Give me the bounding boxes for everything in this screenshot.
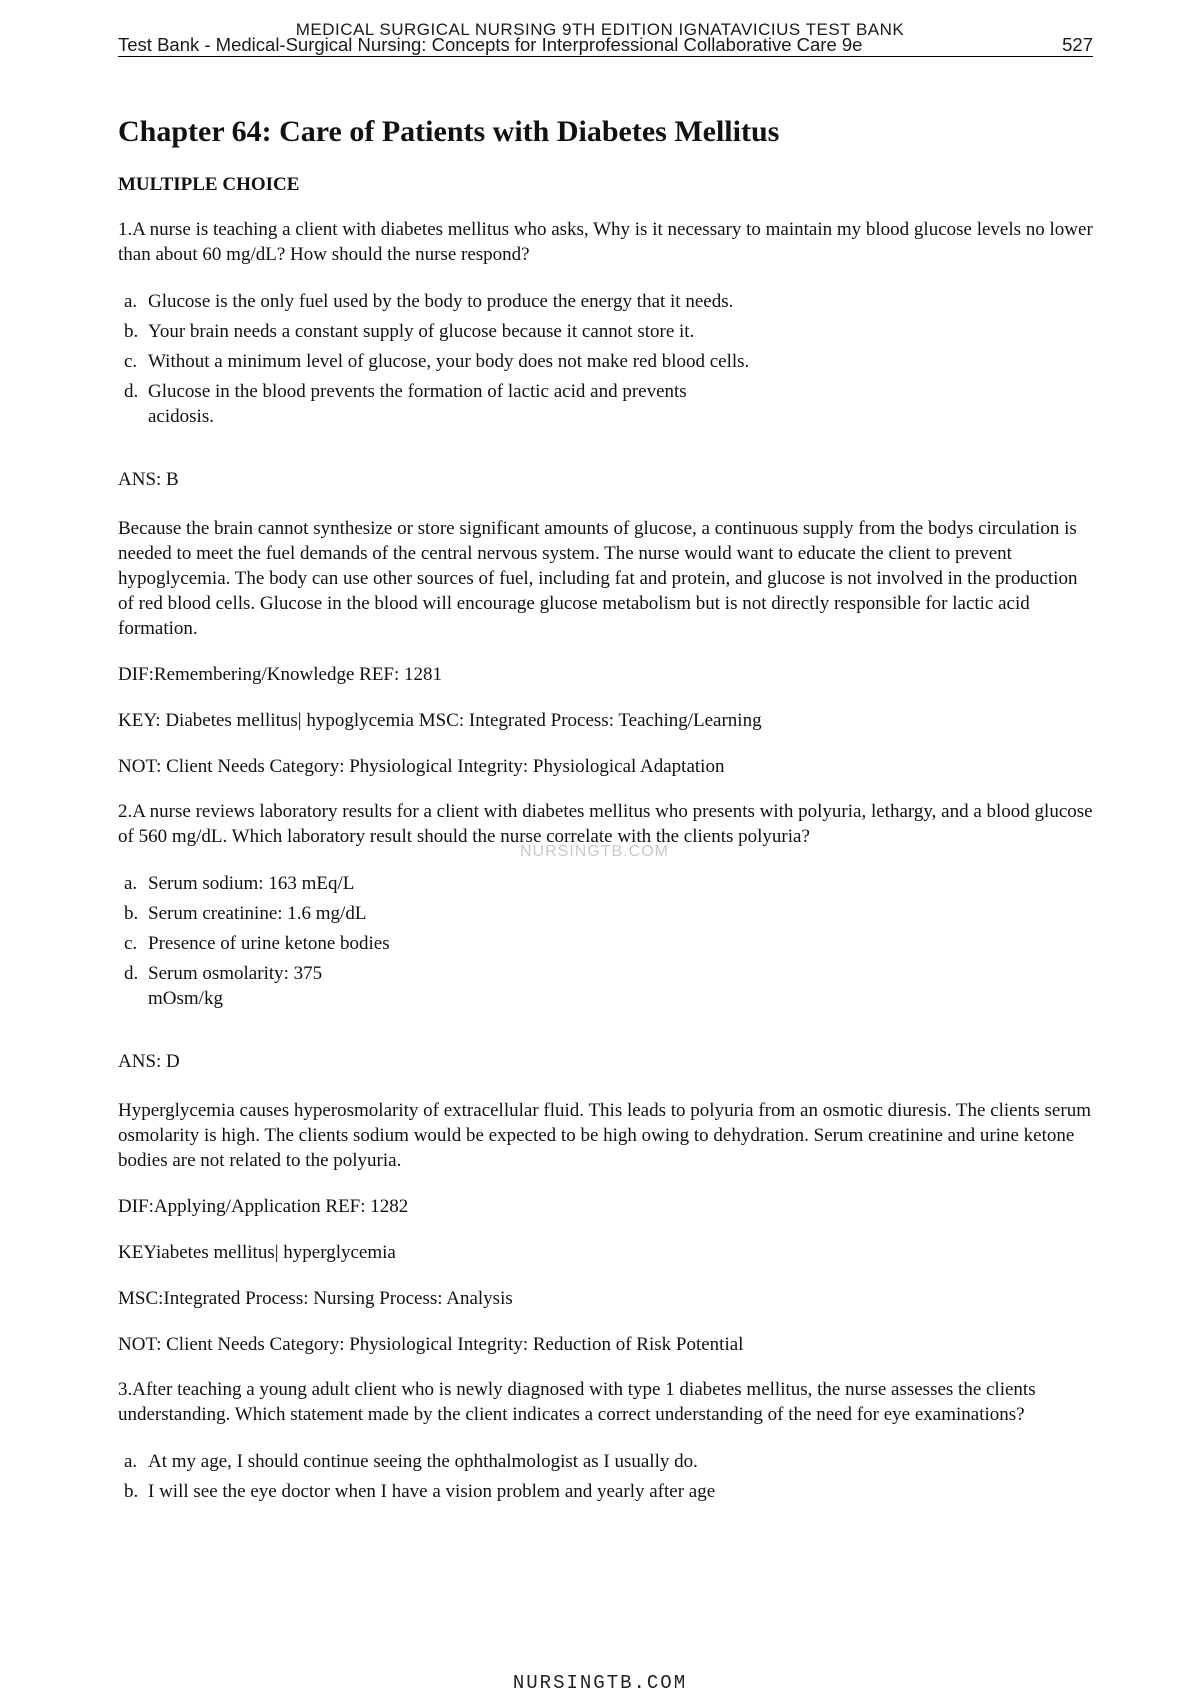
option-letter: a. [124, 1451, 138, 1472]
option-text: Glucose is the only fuel used by the body to produce the energy that it needs. [148, 291, 734, 312]
question-3-stem: 3.After teaching a young adult client who is newly diagnosed with type 1 diabetes mellitus, the nurse assesses the clients understanding. Which statement made by the client indicates a correct understanding of the need for eye examinations? [118, 1379, 1036, 1425]
question-1-not: NOT: Client Needs Category: Physiological Integrity: Physiological Adaptation [118, 756, 725, 777]
chapter-title: Chapter 64: Care of Patients with Diabetes Mellitus [118, 115, 780, 148]
question-2-not: NOT: Client Needs Category: Physiological Integrity: Reduction of Risk Potential [118, 1334, 744, 1355]
option-text: Presence of urine ketone bodies [148, 933, 390, 954]
page-number: 527 [1062, 34, 1093, 55]
question-2-difficulty: DIF:Applying/Application REF: 1282 [118, 1196, 409, 1217]
option-text: At my age, I should continue seeing the ophthalmologist as I usually do. [148, 1451, 698, 1472]
option-letter: d. [124, 963, 139, 984]
option-text: Without a minimum level of glucose, your body does not make red blood cells. [148, 351, 750, 372]
option-letter: b. [124, 1481, 139, 1502]
option-letter: b. [124, 903, 139, 924]
question-2-stem: 2.A nurse reviews laboratory results for a client with diabetes mellitus who presents with polyuria, lethargy, and a blood glucose of 560 mg/dL. Which laboratory result should the nurse correlate with the clients polyuria? [118, 801, 1093, 847]
option-1c [124, 349, 1093, 374]
option-text: Serum creatinine: 1.6 mg/dL [148, 903, 367, 924]
page-content [118, 112, 1093, 1509]
option-letter: b. [124, 321, 139, 342]
question-3-options [118, 1449, 1093, 1504]
option-text: Serum osmolarity: 375 mOsm/kg [148, 963, 323, 1009]
option-text: Your brain needs a constant supply of glucose because it cannot store it. [148, 321, 695, 342]
page-header [118, 34, 1093, 57]
question-2-answer: ANS: D [118, 1051, 180, 1072]
option-1d [124, 379, 1093, 429]
option-letter: c. [124, 351, 138, 372]
question-2-msc: MSC:Integrated Process: Nursing Process: Analysis [118, 1288, 513, 1309]
option-letter: a. [124, 291, 138, 312]
question-2-key: KEYiabetes mellitus| hyperglycemia [118, 1242, 396, 1263]
section-title: MULTIPLE CHOICE [118, 174, 300, 195]
option-2a [124, 871, 1093, 896]
option-letter: c. [124, 933, 138, 954]
option-2d [124, 961, 1093, 1011]
option-text: Glucose in the blood prevents the formation of lactic acid and prevents acidosis. [148, 381, 687, 427]
question-1-stem: 1.A nurse is teaching a client with diabetes mellitus who asks, Why is it necessary to maintain my blood glucose levels no lower than about 60 mg/dL? How should the nurse respond? [118, 219, 1093, 265]
question-2-rationale: Hyperglycemia causes hyperosmolarity of extracellular fluid. This leads to polyuria from an osmotic diuresis. The clients serum osmolarity is high. The clients sodium would be expected to be high owing to dehydration. Serum creatinine and urine ketone bodies are not related to the polyuria. [118, 1100, 1091, 1171]
question-1-rationale: Because the brain cannot synthesize or store significant amounts of glucose, a continuous supply from the bodys circulation is needed to meet the fuel demands of the central nervous system. The nurse would want to educate the client to prevent hypoglycemia. The body can use other sources of fuel, including fat and protein, and glucose is not involved in the production of red blood cells. Glucose in the blood will encourage glucose metabolism but is not directly responsible for lactic acid formation. [118, 518, 1078, 639]
footer-watermark: NURSINGTB.COM [512, 1672, 688, 1694]
option-letter: a. [124, 873, 138, 894]
option-text: Serum sodium: 163 mEq/L [148, 873, 355, 894]
option-letter: d. [124, 381, 139, 402]
question-1-difficulty: DIF:Remembering/Knowledge REF: 1281 [118, 664, 443, 685]
option-2b [124, 901, 1093, 926]
option-2c [124, 931, 1093, 956]
header-overlay-title: MEDICAL SURGICAL NURSING 9TH EDITION IGNATAVICIUS TEST BANK [295, 20, 905, 39]
question-2-options [118, 871, 1093, 1011]
option-text: I will see the eye doctor when I have a vision problem and yearly after age [148, 1481, 716, 1502]
header-title: Test Bank - Medical-Surgical Nursing: Concepts for Interprofessional Collaborative Care 9e [118, 34, 863, 55]
question-1-answer: ANS: B [118, 469, 179, 490]
question-1-key: KEY: Diabetes mellitus| hypoglycemia MSC: Integrated Process: Teaching/Learning [118, 710, 762, 731]
question-1-options [118, 289, 1093, 429]
watermark: NURSINGTB.COM [520, 843, 669, 860]
option-3b [124, 1479, 1093, 1504]
option-3a [124, 1449, 1093, 1474]
option-1a [124, 289, 1093, 314]
option-1b [124, 319, 1093, 344]
